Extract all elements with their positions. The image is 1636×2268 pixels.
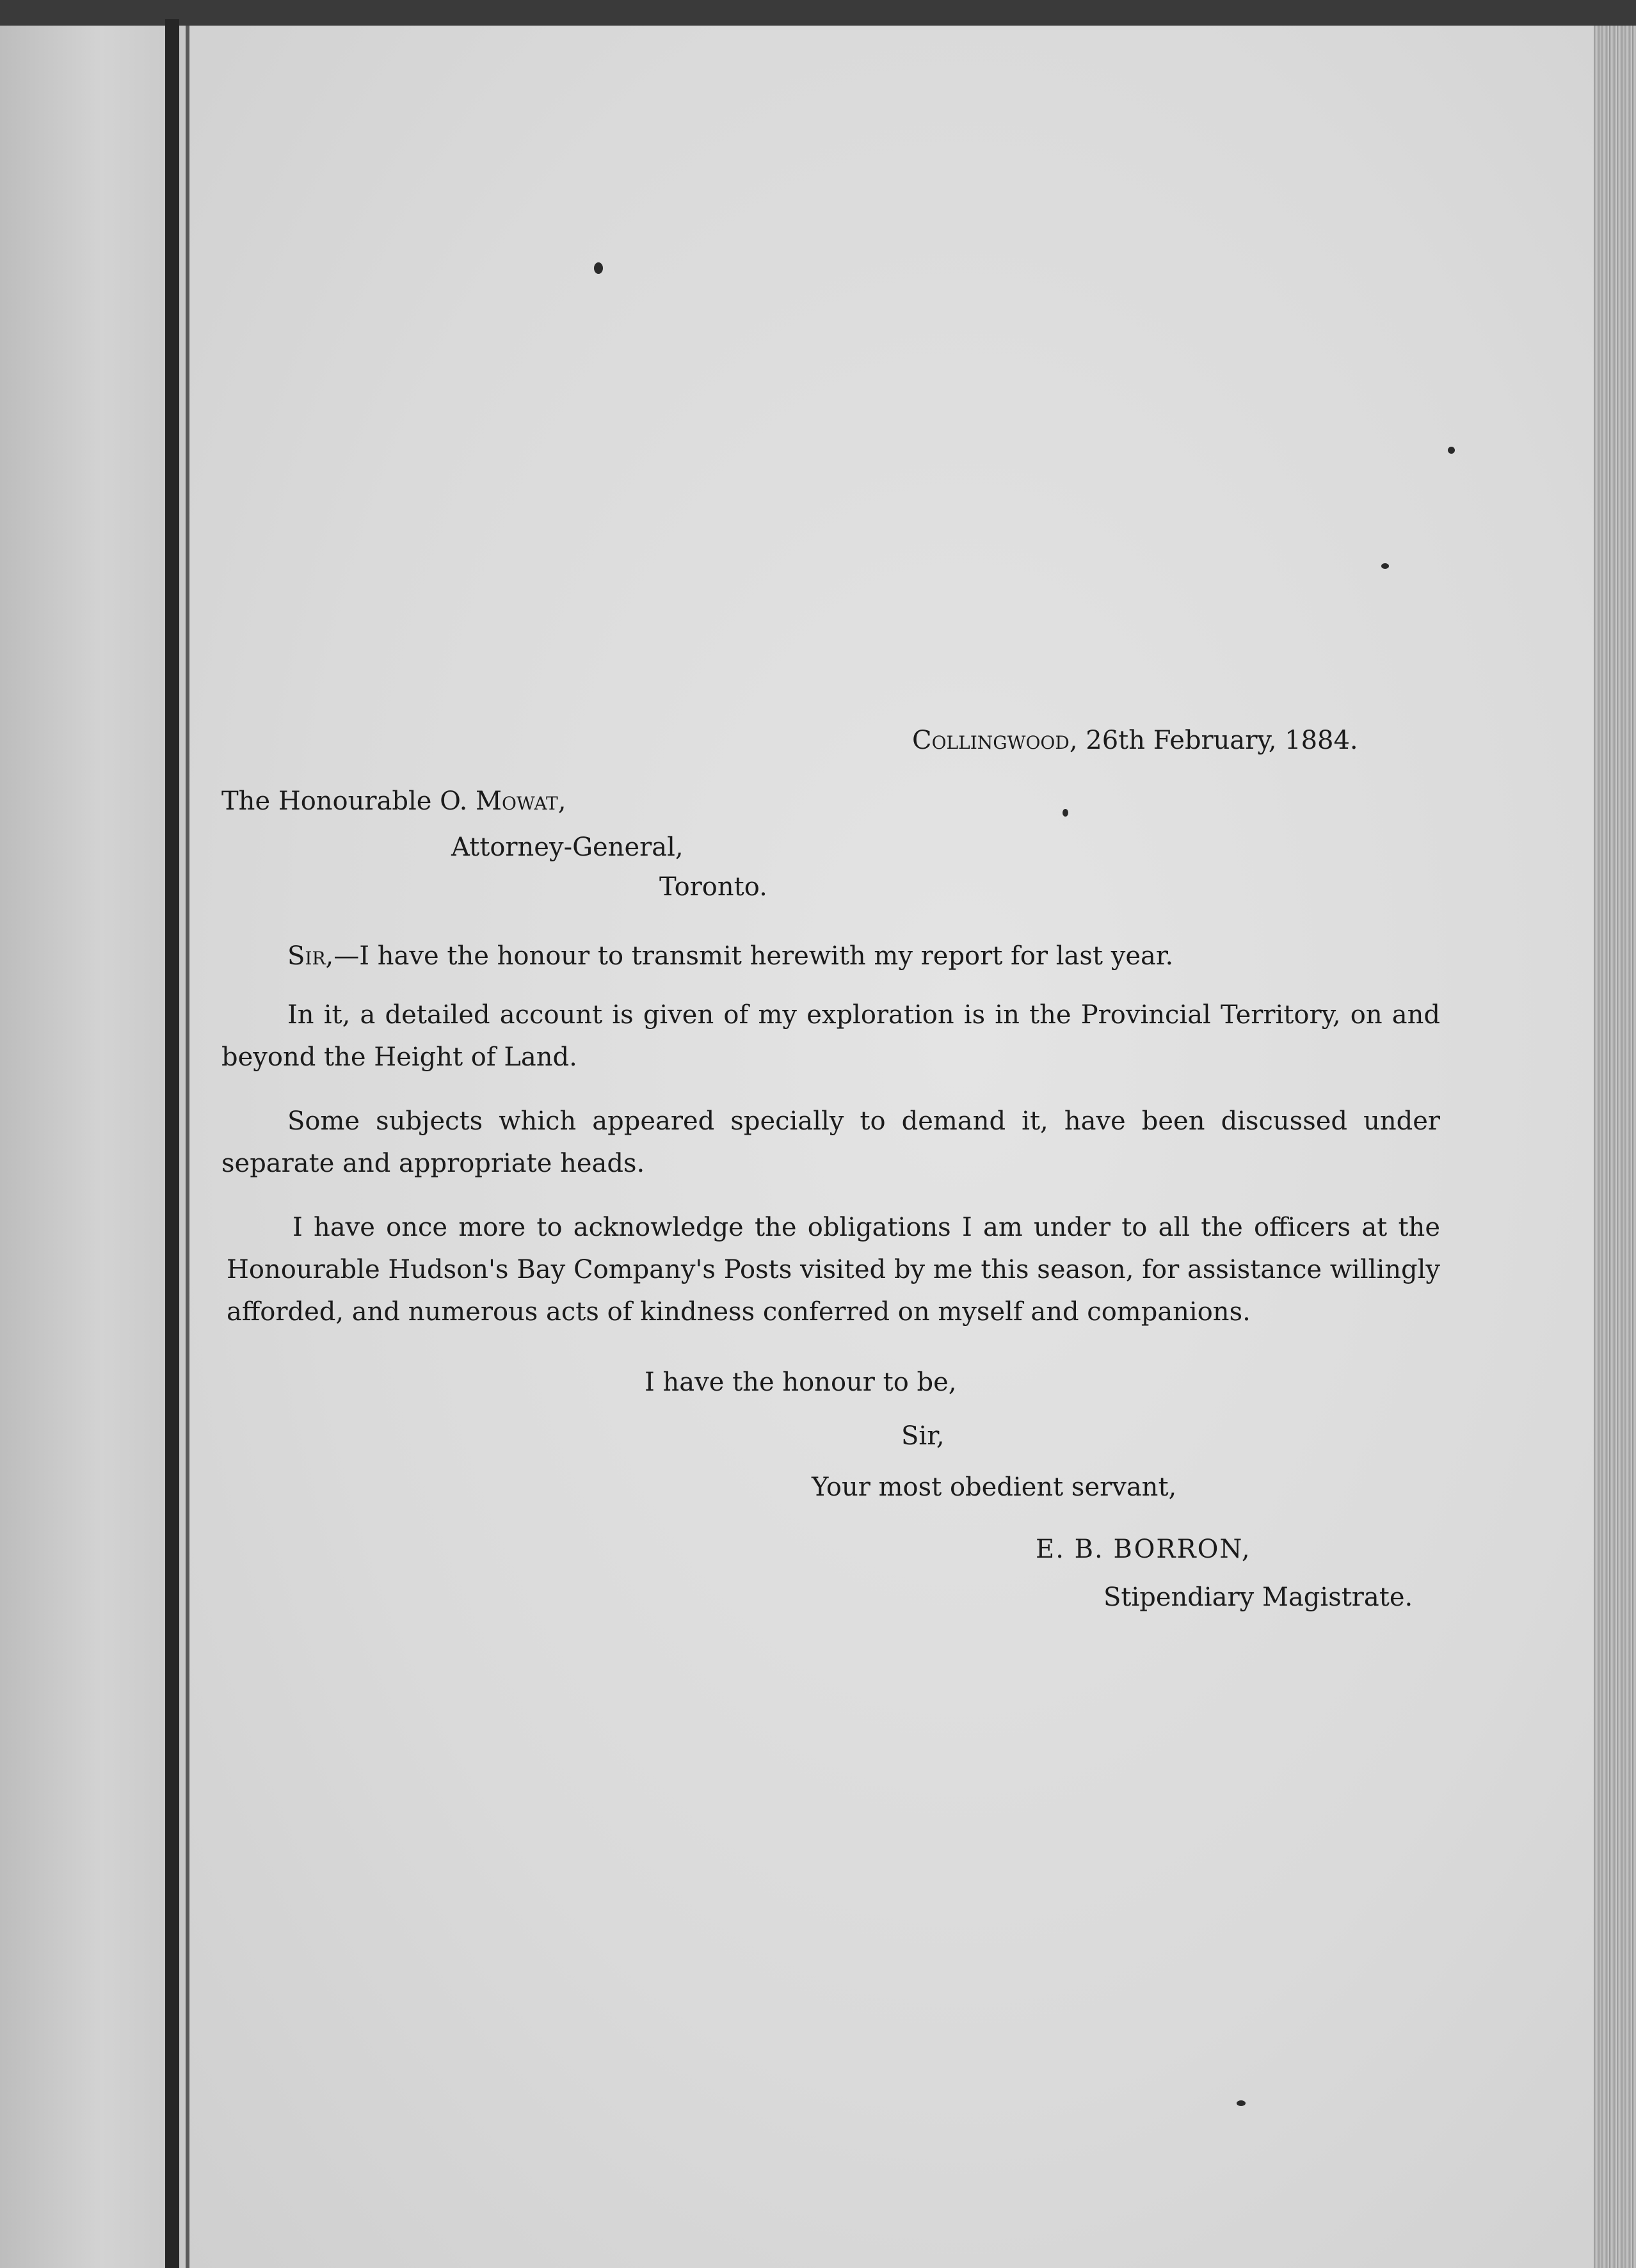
addressee-line-3: Toronto. [659,872,767,902]
dateline [912,725,1358,756]
scan-speck [1237,2100,1246,2106]
signatory-title: Stipendiary Magistrate. [1103,1583,1413,1612]
scan-speck [1063,809,1068,817]
addressee-line-2: Attorney-General, [451,833,684,862]
addressee-prefix: The Honourable O. [221,787,476,816]
paragraph-4: I have once more to acknowledge the obligations I am under to all the officers at the Honourable Hudson's Bay Company's Posts visited by me this season, for assistance willingly afforded, and numerous acts of kindness conferred on myself and companions. [227,1213,1440,1327]
addressee-suffix: , [557,787,566,816]
binding-gutter [165,19,179,2268]
paragraph-3: Some subjects which appeared specially to demand it, have been discussed under separate and appropriate heads. [221,1106,1440,1178]
closing-line-3: Your most obedient servant, [812,1473,1177,1502]
scan-speck [594,262,603,274]
scan-top-border [0,0,1636,26]
paragraph-2: In it, a detailed account is given of my exploration is in the Provincial Territory, on and beyond the Height of Land. [221,1000,1440,1072]
closing-line-2: Sir, [901,1421,945,1451]
addressee-name: Mowat [476,787,558,816]
dateline-date: , 26th February, 1884. [1069,726,1358,755]
paragraph-1-text: ,—I have the honour to transmit herewith my report for last year. [325,941,1174,971]
salutation: Sir [287,941,326,971]
signature: E. B. BORRON, [1036,1535,1251,1564]
previous-page-edge [0,0,170,2268]
addressee-line-1 [221,786,566,817]
dateline-place: Collingwood [912,726,1070,755]
paragraph-1 [221,935,1440,977]
scan-speck [1448,447,1455,454]
page-stack-edge [1594,26,1636,2268]
closing-line-1: I have the honour to be, [645,1368,957,1397]
scan-speck [1381,563,1389,569]
